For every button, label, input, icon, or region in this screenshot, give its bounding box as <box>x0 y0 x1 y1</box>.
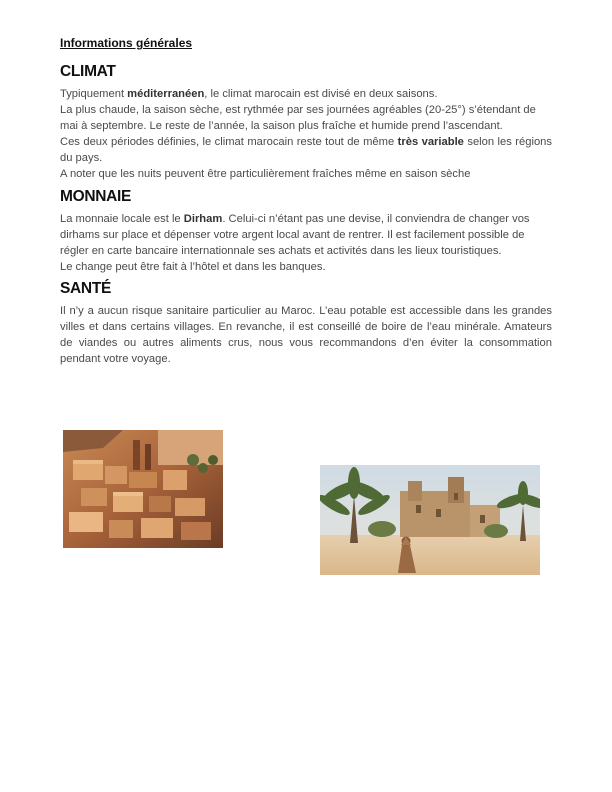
heading-sante: SANTÉ <box>60 280 112 297</box>
section-sante <box>60 280 552 367</box>
heading-monnaie: MONNAIE <box>60 188 132 205</box>
heading-climat: CLIMAT <box>60 63 116 80</box>
section-climat <box>60 63 552 182</box>
document-title: Informations générales <box>60 36 193 50</box>
section-monnaie <box>60 188 552 275</box>
climat-paragraph-1: Typiquement méditerranéen, le climat marocain est divisé en deux saisons. <box>60 88 438 100</box>
climat-paragraph-3: Ces deux périodes définies, le climat marocain reste tout de même très variable selon les régions du pays. <box>60 136 552 164</box>
climat-paragraph-2: La plus chaude, la saison sèche, est rythmée par ses journées agréables (20-25°) s’étendant de mai à septembre. Le reste de l’année, la saison plus fraîche et humide prend l’ascendant. <box>60 104 536 132</box>
climat-paragraph-4: A noter que les nuits peuvent être particulièrement fraîches même en saison sèche <box>60 168 471 180</box>
monnaie-paragraph-2: Le change peut être fait à l’hôtel et dans les banques. <box>60 261 326 273</box>
sante-paragraph-1: Il n’y a aucun risque sanitaire particulier au Maroc. L’eau potable est accessible dans les grandes villes et dans certains villages. En revanche, il est conseillé de boire de l’eau minérale. Amateurs de viandes ou autres aliments crus, nous vous recommandons d’en éviter la consommation pendant votre voyage. <box>60 305 552 365</box>
desert-village-photo <box>320 465 540 575</box>
monnaie-paragraph-1: La monnaie locale est le Dirham. Celui-ci n’étant pas une devise, il conviendra de changer vos dirhams sur place et dépenser votre argent local avant de rentrer. Il est facilement possible de régler en carte bancaire internationnale ses achats et activités dans les lieux touristiques. <box>60 213 530 257</box>
kasbah-aerial-photo <box>63 430 223 548</box>
